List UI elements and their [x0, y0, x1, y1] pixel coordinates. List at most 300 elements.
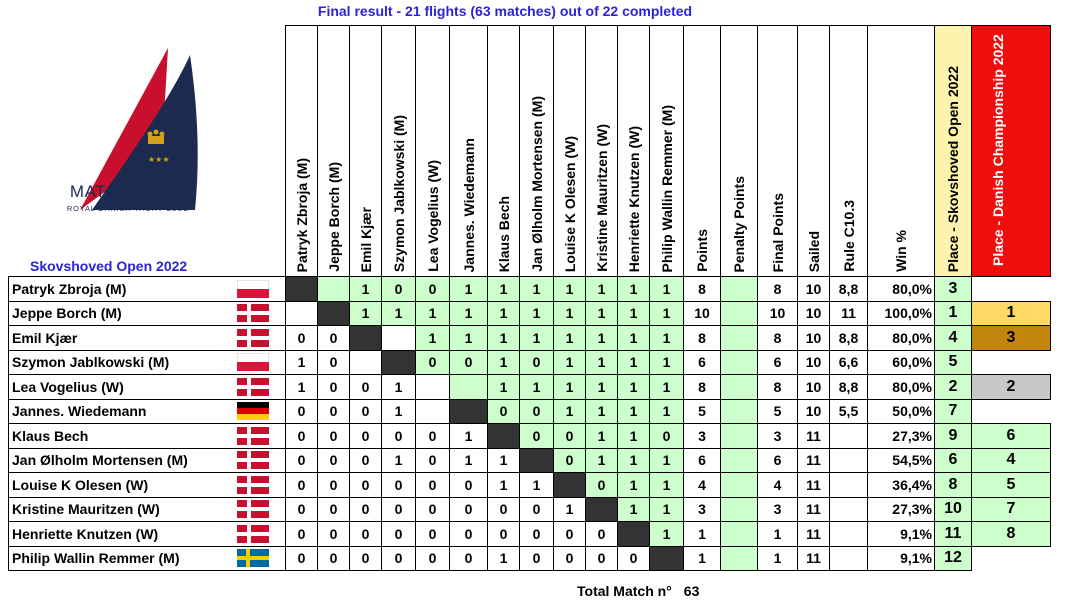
result-cell: 1: [350, 277, 382, 302]
col-header: Henriette Knutzen (W): [618, 26, 650, 277]
result-cell: 1: [520, 277, 554, 302]
result-cell: 1: [618, 473, 650, 498]
col-header: Szymon Jablkowski (M): [382, 26, 416, 277]
result-cell: 0: [520, 522, 554, 547]
result-cell: 0: [350, 497, 382, 522]
win-cell: 80,0%: [868, 326, 935, 351]
result-cell: 0: [416, 473, 450, 498]
total-matches: [577, 583, 699, 599]
result-cell: 1: [416, 326, 450, 351]
result-cell: [382, 350, 416, 375]
col-header: Jannes. Wiedemann: [450, 26, 488, 277]
result-cell: [318, 301, 350, 326]
result-cell: 0: [554, 546, 586, 571]
poland-flag: [222, 350, 286, 375]
rule-cell: 5,5: [830, 399, 868, 424]
result-cell: 1: [554, 277, 586, 302]
rule-cell: [830, 448, 868, 473]
result-cell: [520, 448, 554, 473]
result-cell: [350, 326, 382, 351]
final-points-cell: 1: [758, 546, 798, 571]
rule-cell: 8,8: [830, 375, 868, 400]
col-header: Louise K Olesen (W): [554, 26, 586, 277]
points-cell: 8: [684, 326, 721, 351]
result-cell: 1: [554, 399, 586, 424]
denmark-flag: [222, 301, 286, 326]
result-cell: 0: [382, 277, 416, 302]
danish-place-cell: 4: [972, 448, 1051, 473]
result-cell: 0: [286, 546, 318, 571]
result-cell: 1: [520, 326, 554, 351]
result-cell: 1: [520, 473, 554, 498]
penalty-cell: [721, 277, 758, 302]
result-cell: 0: [450, 497, 488, 522]
result-cell: 0: [586, 522, 618, 547]
rule-cell: [830, 497, 868, 522]
sweden-flag: [222, 546, 286, 571]
points-cell: 10: [684, 301, 721, 326]
sailor-name: Jeppe Borch (M): [9, 301, 222, 326]
result-cell: 0: [450, 546, 488, 571]
result-cell: 0: [520, 424, 554, 449]
result-cell: 0: [450, 522, 488, 547]
result-cell: 1: [618, 301, 650, 326]
penalty-cell: [721, 546, 758, 571]
final-points-cell: 1: [758, 522, 798, 547]
result-cell: 1: [618, 326, 650, 351]
result-cell: 0: [350, 375, 382, 400]
result-cell: 0: [488, 522, 520, 547]
final-points-header: Final Points: [758, 26, 798, 277]
win-cell: 27,3%: [868, 497, 935, 522]
points-cell: 6: [684, 350, 721, 375]
table-row: [9, 424, 1051, 449]
result-cell: 0: [618, 546, 650, 571]
result-cell: 0: [520, 350, 554, 375]
result-cell: 1: [650, 301, 684, 326]
table-row: [9, 301, 1051, 326]
result-cell: 1: [586, 399, 618, 424]
result-cell: 1: [650, 448, 684, 473]
result-cell: 0: [350, 473, 382, 498]
result-cell: 1: [488, 473, 520, 498]
result-cell: 1: [488, 301, 520, 326]
result-cell: 0: [318, 326, 350, 351]
win-cell: 80,0%: [868, 375, 935, 400]
rule-cell: [830, 424, 868, 449]
result-cell: 1: [450, 448, 488, 473]
place-cell: 8: [935, 473, 972, 498]
result-cell: [416, 375, 450, 400]
sailor-name: Szymon Jablkowski (M): [9, 350, 222, 375]
logo-title: MATCH RACE: [69, 182, 187, 201]
result-cell: [382, 326, 416, 351]
result-cell: 0: [650, 424, 684, 449]
table-row: [9, 497, 1051, 522]
penalty-cell: [721, 326, 758, 351]
result-cell: [286, 277, 318, 302]
result-cell: 1: [650, 375, 684, 400]
germany-flag: [222, 399, 286, 424]
win-cell: 27,3%: [868, 424, 935, 449]
sailor-name: Henriette Knutzen (W): [9, 522, 222, 547]
result-cell: 1: [520, 301, 554, 326]
table-row: [9, 522, 1051, 547]
result-cell: 1: [450, 326, 488, 351]
result-cell: 1: [650, 497, 684, 522]
result-cell: 0: [318, 375, 350, 400]
col-header: Jeppe Borch (M): [318, 26, 350, 277]
col-header: Klaus Bech: [488, 26, 520, 277]
result-cell: [416, 399, 450, 424]
result-cell: 1: [650, 350, 684, 375]
result-cell: 1: [286, 375, 318, 400]
result-cell: 0: [286, 448, 318, 473]
col-header: Jan Ølholm Mortensen (M): [520, 26, 554, 277]
penalty-cell: [721, 448, 758, 473]
penalty-cell: [721, 522, 758, 547]
denmark-flag: [222, 473, 286, 498]
result-cell: 0: [286, 473, 318, 498]
col-header: Lea Vogelius (W): [416, 26, 450, 277]
danish-place-cell: 5: [972, 473, 1051, 498]
result-cell: [286, 301, 318, 326]
rule-cell: [830, 473, 868, 498]
place-cell: 12: [935, 546, 972, 571]
table-row: [9, 277, 1051, 302]
final-points-cell: 8: [758, 326, 798, 351]
final-points-cell: 8: [758, 375, 798, 400]
result-cell: 1: [650, 277, 684, 302]
penalty-cell: [721, 497, 758, 522]
denmark-flag: [222, 424, 286, 449]
penalty-cell: [721, 473, 758, 498]
place-cell: 9: [935, 424, 972, 449]
place-cell: 3: [935, 277, 972, 302]
rule-cell: 8,8: [830, 277, 868, 302]
win-cell: 80,0%: [868, 277, 935, 302]
sailed-header: Sailed: [798, 26, 830, 277]
result-cell: 0: [554, 448, 586, 473]
result-cell: 0: [382, 497, 416, 522]
win-cell: 50,0%: [868, 399, 935, 424]
rule-cell: 11: [830, 301, 868, 326]
results-title: Final result - 21 flights (63 matches) out of 22 completed: [317, 3, 693, 19]
result-cell: 0: [450, 350, 488, 375]
result-cell: 1: [618, 375, 650, 400]
points-header: Points: [684, 26, 721, 277]
results-table: [8, 25, 1051, 571]
result-cell: 1: [488, 326, 520, 351]
result-cell: [586, 497, 618, 522]
sailed-cell: 10: [798, 277, 830, 302]
table-row: [9, 326, 1051, 351]
result-cell: 0: [416, 497, 450, 522]
win-cell: 54,5%: [868, 448, 935, 473]
denmark-flag: [222, 375, 286, 400]
result-cell: 0: [318, 350, 350, 375]
sailed-cell: 11: [798, 497, 830, 522]
result-cell: 1: [554, 326, 586, 351]
danish-place-cell: [972, 399, 1051, 424]
result-cell: [650, 546, 684, 571]
danish-place-cell: [972, 350, 1051, 375]
result-cell: 0: [382, 473, 416, 498]
points-cell: 1: [684, 546, 721, 571]
penalty-cell: [721, 301, 758, 326]
result-cell: 1: [488, 448, 520, 473]
sailor-name: Emil Kjær: [9, 326, 222, 351]
final-points-cell: 10: [758, 301, 798, 326]
sailed-cell: 10: [798, 375, 830, 400]
result-cell: 1: [650, 473, 684, 498]
result-cell: 0: [318, 546, 350, 571]
points-cell: 4: [684, 473, 721, 498]
place-danish-header: Place - Danish Championship 2022: [972, 26, 1051, 277]
result-cell: 0: [416, 522, 450, 547]
result-cell: 1: [382, 399, 416, 424]
place-skovshoved-header: Place - Skovshoved Open 2022: [935, 26, 972, 277]
col-header: Philip Wallin Remmer (M): [650, 26, 684, 277]
place-cell: 6: [935, 448, 972, 473]
result-cell: 0: [416, 448, 450, 473]
result-cell: 0: [416, 424, 450, 449]
table-row: [9, 399, 1051, 424]
result-cell: 1: [488, 375, 520, 400]
place-cell: 1: [935, 301, 972, 326]
final-points-cell: 4: [758, 473, 798, 498]
result-cell: 0: [318, 522, 350, 547]
penalty-cell: [721, 399, 758, 424]
result-cell: 0: [286, 399, 318, 424]
table-row: [9, 473, 1051, 498]
danish-place-cell: [972, 277, 1051, 302]
result-cell: 1: [650, 522, 684, 547]
final-points-cell: 8: [758, 277, 798, 302]
denmark-flag: [222, 448, 286, 473]
table-row: [9, 546, 1051, 571]
danish-place-cell: 6: [972, 424, 1051, 449]
result-cell: 1: [350, 301, 382, 326]
result-cell: 0: [350, 424, 382, 449]
result-cell: 0: [520, 497, 554, 522]
result-cell: 1: [286, 350, 318, 375]
col-header: Kristine Mauritzen (W): [586, 26, 618, 277]
points-cell: 3: [684, 497, 721, 522]
result-cell: 0: [382, 546, 416, 571]
rule-cell: [830, 522, 868, 547]
denmark-flag: [222, 522, 286, 547]
result-cell: 0: [318, 473, 350, 498]
result-cell: 1: [488, 546, 520, 571]
header-row: [9, 26, 1051, 277]
sailed-cell: 11: [798, 448, 830, 473]
rule-cell: 8,8: [830, 326, 868, 351]
result-cell: 0: [382, 522, 416, 547]
result-cell: 1: [488, 350, 520, 375]
penalty-header: Penalty Points: [721, 26, 758, 277]
result-cell: 0: [318, 448, 350, 473]
win-cell: 9,1%: [868, 546, 935, 571]
result-cell: 1: [450, 277, 488, 302]
sailed-cell: 11: [798, 473, 830, 498]
result-cell: 1: [618, 448, 650, 473]
sailed-cell: 11: [798, 522, 830, 547]
result-cell: 0: [318, 424, 350, 449]
win-header: Win %: [868, 26, 935, 277]
final-points-cell: 6: [758, 448, 798, 473]
result-cell: 1: [554, 301, 586, 326]
sailor-name: Philip Wallin Remmer (M): [9, 546, 222, 571]
result-cell: 1: [618, 497, 650, 522]
danish-place-cell: [972, 546, 1051, 571]
penalty-cell: [721, 350, 758, 375]
points-cell: 1: [684, 522, 721, 547]
result-cell: 1: [586, 301, 618, 326]
denmark-flag: [222, 497, 286, 522]
points-cell: 8: [684, 277, 721, 302]
result-cell: 0: [416, 546, 450, 571]
result-cell: 0: [286, 326, 318, 351]
denmark-flag: [222, 326, 286, 351]
table-row: [9, 350, 1051, 375]
result-cell: 1: [586, 375, 618, 400]
result-cell: 1: [554, 375, 586, 400]
sailor-name: Kristine Mauritzen (W): [9, 497, 222, 522]
poland-flag: [222, 277, 286, 302]
result-cell: 0: [416, 277, 450, 302]
col-header: Emil Kjær: [350, 26, 382, 277]
points-cell: 5: [684, 399, 721, 424]
result-cell: 1: [650, 326, 684, 351]
danish-place-cell: 7: [972, 497, 1051, 522]
result-cell: 1: [618, 399, 650, 424]
win-cell: 60,0%: [868, 350, 935, 375]
points-cell: 6: [684, 448, 721, 473]
table-row: [9, 448, 1051, 473]
result-cell: 1: [618, 350, 650, 375]
result-cell: 1: [382, 301, 416, 326]
danish-place-cell: 3: [972, 326, 1051, 351]
sailed-cell: 11: [798, 424, 830, 449]
place-cell: 4: [935, 326, 972, 351]
result-cell: 1: [450, 301, 488, 326]
final-points-cell: 5: [758, 399, 798, 424]
result-cell: [350, 350, 382, 375]
penalty-cell: [721, 375, 758, 400]
svg-text:★★★: ★★★: [148, 155, 170, 164]
result-cell: [488, 424, 520, 449]
result-cell: [450, 375, 488, 400]
sailor-name: Lea Vogelius (W): [9, 375, 222, 400]
result-cell: 0: [554, 424, 586, 449]
sailor-name: Louise K Olesen (W): [9, 473, 222, 498]
sailor-name: Klaus Bech: [9, 424, 222, 449]
place-cell: 7: [935, 399, 972, 424]
total-value: 63: [683, 583, 700, 599]
result-cell: 1: [586, 448, 618, 473]
result-cell: 1: [416, 301, 450, 326]
event-name: Skovshoved Open 2022: [30, 258, 188, 274]
result-cell: 1: [382, 448, 416, 473]
result-cell: 1: [382, 375, 416, 400]
win-cell: 100,0%: [868, 301, 935, 326]
result-cell: 0: [450, 473, 488, 498]
total-label: Total Match n°: [577, 583, 672, 599]
result-cell: 1: [618, 277, 650, 302]
table-row: [9, 375, 1051, 400]
place-cell: 10: [935, 497, 972, 522]
danish-place-cell: 2: [972, 375, 1051, 400]
result-cell: 1: [520, 375, 554, 400]
place-cell: 2: [935, 375, 972, 400]
sailor-name: Jan Ølholm Mortensen (M): [9, 448, 222, 473]
place-cell: 5: [935, 350, 972, 375]
result-cell: [618, 522, 650, 547]
result-cell: [450, 399, 488, 424]
result-cell: 1: [450, 424, 488, 449]
win-cell: 36,4%: [868, 473, 935, 498]
result-cell: 1: [586, 424, 618, 449]
result-cell: 0: [416, 350, 450, 375]
danish-place-cell: 1: [972, 301, 1051, 326]
sailed-cell: 11: [798, 546, 830, 571]
result-cell: 0: [350, 399, 382, 424]
points-cell: 8: [684, 375, 721, 400]
result-cell: 0: [382, 424, 416, 449]
sailed-cell: 10: [798, 399, 830, 424]
result-cell: 0: [350, 448, 382, 473]
final-points-cell: 3: [758, 424, 798, 449]
result-cell: 1: [488, 277, 520, 302]
sailor-name: Patryk Zbroja (M): [9, 277, 222, 302]
sailed-cell: 10: [798, 326, 830, 351]
result-cell: 1: [586, 326, 618, 351]
rule-cell: 6,6: [830, 350, 868, 375]
result-cell: 1: [618, 424, 650, 449]
result-cell: 0: [350, 546, 382, 571]
rule-cell: [830, 546, 868, 571]
points-cell: 3: [684, 424, 721, 449]
result-cell: 0: [488, 399, 520, 424]
result-cell: 0: [318, 497, 350, 522]
final-points-cell: 3: [758, 497, 798, 522]
col-header: Patryk Zbroja (M): [286, 26, 318, 277]
result-cell: [554, 473, 586, 498]
final-points-cell: 6: [758, 350, 798, 375]
penalty-cell: [721, 424, 758, 449]
result-cell: 0: [318, 399, 350, 424]
result-cell: 0: [586, 473, 618, 498]
result-cell: 1: [554, 497, 586, 522]
result-cell: 0: [586, 546, 618, 571]
result-cell: 0: [520, 546, 554, 571]
result-cell: 0: [286, 497, 318, 522]
result-cell: 1: [586, 350, 618, 375]
result-cell: 0: [554, 522, 586, 547]
result-cell: 1: [586, 277, 618, 302]
result-cell: 1: [554, 350, 586, 375]
result-cell: 1: [650, 399, 684, 424]
result-cell: 0: [350, 522, 382, 547]
sailed-cell: 10: [798, 350, 830, 375]
result-cell: 0: [488, 497, 520, 522]
sailor-name: Jannes. Wiedemann: [9, 399, 222, 424]
result-cell: 0: [520, 399, 554, 424]
result-cell: 0: [286, 424, 318, 449]
result-cell: 0: [286, 522, 318, 547]
result-cell: [318, 277, 350, 302]
